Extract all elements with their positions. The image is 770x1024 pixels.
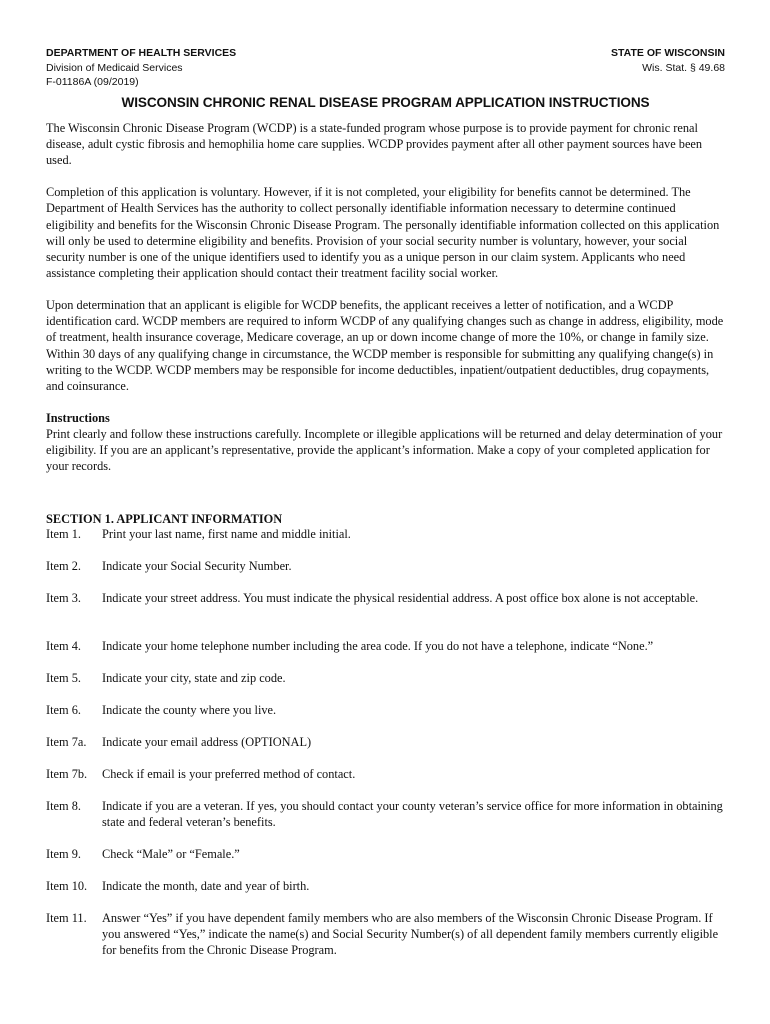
item-number: Item 8. [46, 799, 81, 813]
item-text: Indicate your Social Security Number. [102, 559, 292, 573]
item-number: Item 10. [46, 879, 88, 893]
section-1-heading: SECTION 1. APPLICANT INFORMATION [46, 512, 283, 526]
item-text: Indicate your street address. You must indicate the physical residential address. A post office box alone is not acceptable. [102, 591, 699, 605]
item-number: Item 7b. [46, 767, 88, 781]
item-text: Indicate if you are a veteran. If yes, you should contact your county veteran’s service office for more information in obtaining state and federal veteran’s benefits. [102, 799, 723, 830]
state-name: STATE OF WISCONSIN [611, 47, 725, 59]
department-name: DEPARTMENT OF HEALTH SERVICES [46, 47, 237, 59]
header-left [46, 46, 236, 90]
item-number: Item 2. [46, 559, 81, 573]
instructions-heading: Instructions [46, 410, 110, 425]
instructions-block [46, 410, 726, 475]
item-text: Answer “Yes” if you have dependent family members who are also members of the Wisconsin Chronic Disease Program. If you answered “Yes,” indicate the name(s) and Social Security Number(s) of all dependent family members currently eligible for benefits from the Chronic Disease Program. [102, 911, 719, 958]
intro-paragraph: The Wisconsin Chronic Disease Program (WCDP) is a state-funded program whose purpose is to provide payment for chronic renal disease, adult cystic fibrosis and hemophilia home care supplies. WCDP provides payment after all other payment sources have been used. [46, 121, 703, 168]
document-body [46, 120, 726, 490]
statute-reference: Wis. Stat. § 49.68 [642, 61, 725, 74]
item-text: Indicate the county where you live. [102, 703, 277, 717]
item-text: Check “Male” or “Female.” [102, 847, 240, 861]
page-title: WISCONSIN CHRONIC RENAL DISEASE PROGRAM APPLICATION INSTRUCTIONS [121, 95, 650, 110]
item-number: Item 9. [46, 847, 81, 861]
item-text: Print your last name, first name and middle initial. [102, 527, 351, 541]
eligibility-paragraph: Upon determination that an applicant is eligible for WCDP benefits, the applicant receives a letter of notification, and a WCDP identification card. WCDP members are required to inform WCDP of any qualifying changes such as change in address, eligibility, mode of treatment, health insurance coverage, Medicare coverage, an up or down income change of more the 10%, or change in family size. Within 30 days of any qualifying change in circumstance, the WCDP member is responsible for submitting any qualifying change(s) in writing to the WCDP. WCDP members may be responsible for income deductibles, inpatient/outpatient deductibles, drug copayments, and coinsurance. [46, 298, 724, 394]
item-text: Indicate your email address (OPTIONAL) [102, 735, 312, 749]
privacy-paragraph: Completion of this application is voluntary. However, if it is not completed, your eligibility for benefits cannot be determined. The Department of Health Services has the authority to collect personally identifiable information necessary to determine continued eligibility and benefits for the Wisconsin Chronic Disease Program. The personally identifiable information collected on this application will only be used to determine eligibility and benefits. Provision of your social security number is voluntary, however, your social security number is one of the unique identifiers used to identify you as a unique person in our claim system. Applicants who need assistance completing their application should contact their treatment facility social worker. [46, 185, 720, 281]
item-text: Check if email is your preferred method of contact. [102, 767, 356, 781]
item-number: Item 5. [46, 671, 81, 685]
item-text: Indicate your home telephone number including the area code. If you do not have a telephone, indicate “None.” [102, 639, 654, 653]
header-right [611, 46, 725, 75]
form-id: F-01186A (09/2019) [46, 76, 139, 88]
division-name: Division of Medicaid Services [46, 61, 183, 74]
item-number: Item 11. [46, 911, 87, 925]
item-number: Item 4. [46, 639, 81, 653]
item-number: Item 6. [46, 703, 81, 717]
instructions-text: Print clearly and follow these instructions carefully. Incomplete or illegible applications will be returned and delay determination of your eligibility. If you are an applicant’s representative, provide the applicant’s information. Make a copy of your completed application for your records. [46, 427, 723, 474]
item-text: Indicate your city, state and zip code. [102, 671, 286, 685]
item-number: Item 7a. [46, 735, 87, 749]
item-number: Item 1. [46, 527, 81, 541]
item-number: Item 3. [46, 591, 81, 605]
item-text: Indicate the month, date and year of birth. [102, 879, 310, 893]
